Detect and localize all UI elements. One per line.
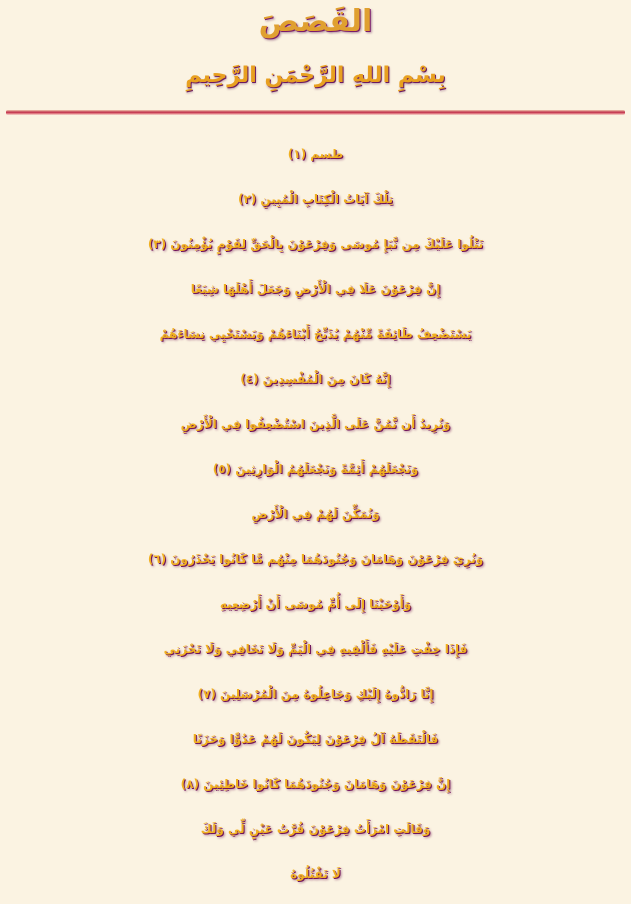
verse-line: وَنُرِيدُ أَن نَّمُنَّ عَلَى الَّذِينَ اسْتُضْعِفُوا فِي الْأَرْضِ [180, 417, 451, 431]
verse-line: وَنَجْعَلَهُمْ أَئِمَّةً وَنَجْعَلَهُمُ الْوَارِثِينَ (٥) [212, 462, 419, 476]
verse-line: إِنَّهُ كَانَ مِنَ الْمُفْسِدِينَ (٤) [240, 372, 391, 386]
verse-line: إِنَّ فِرْعَوْنَ وَهَامَانَ وَجُنُودَهُمَا كَانُوا خَاطِئِينَ (٨) [180, 777, 451, 791]
verse-line: وَنُمَكِّنَ لَهُمْ فِي الْأَرْضِ [251, 507, 380, 521]
verse-list [0, 132, 631, 897]
verse-line: وَأَوْحَيْنَا إِلَى أُمِّ مُوسَى أَنْ أَرْضِعِيهِ [219, 597, 412, 611]
verse-line: إِنَّا رَادُّوهُ إِلَيْكِ وَجَاعِلُوهُ مِنَ الْمُرْسَلِينَ (٧) [197, 687, 434, 701]
verse-line: فَإِذَا خِفْتِ عَلَيْهِ فَأَلْقِيهِ فِي الْيَمِّ وَلَا تَخَافِي وَلَا تَحْزَنِي [163, 642, 468, 656]
basmala: بِسْمِ اللهِ الرَّحْمَنِ الرَّحِيمِ [185, 63, 446, 88]
verse-line: نَتْلُوا عَلَيْكَ مِن نَّبَإِ مُوسَى وَفِرْعَوْنَ بِالْحَقِّ لِقَوْمٍ يُؤْمِنُونَ (٣) [147, 237, 484, 251]
verse-line: وَقَالَتِ امْرَأَتُ فِرْعَوْنَ قُرَّتُ عَيْنٍ لِّي وَلَكَ [200, 822, 431, 836]
surah-title: القَصَصَ [258, 4, 373, 39]
verse-line: فَالْتَقَطَهُ آلُ فِرْعَوْنَ لِيَكُونَ لَهُمْ عَدُوًّا وَحَزَنًا [192, 732, 439, 746]
header-divider [6, 110, 625, 115]
verse-line: يَسْتَضْعِفُ طَائِفَةً مِّنْهُمْ يُذَبِّحُ أَبْنَاءَهُمْ وَيَسْتَحْيِي نِسَاءَهُمْ [159, 327, 472, 341]
verse-line: إِنَّ فِرْعَوْنَ عَلَا فِي الْأَرْضِ وَجَعَلَ أَهْلَهَا شِيَعًا [190, 282, 441, 296]
verse-line: تِلْكَ آيَاتُ الْكِتَابِ الْمُبِينِ (٢) [237, 192, 394, 206]
verse-line: وَنُرِيَ فِرْعَوْنَ وَهَامَانَ وَجُنُودَهُمَا مِنْهُم مَّا كَانُوا يَحْذَرُونَ (٦) [147, 552, 484, 566]
verse-line: لَا تَقْتُلُوهُ [290, 867, 341, 881]
verse-line: طسم (١) [287, 147, 344, 161]
